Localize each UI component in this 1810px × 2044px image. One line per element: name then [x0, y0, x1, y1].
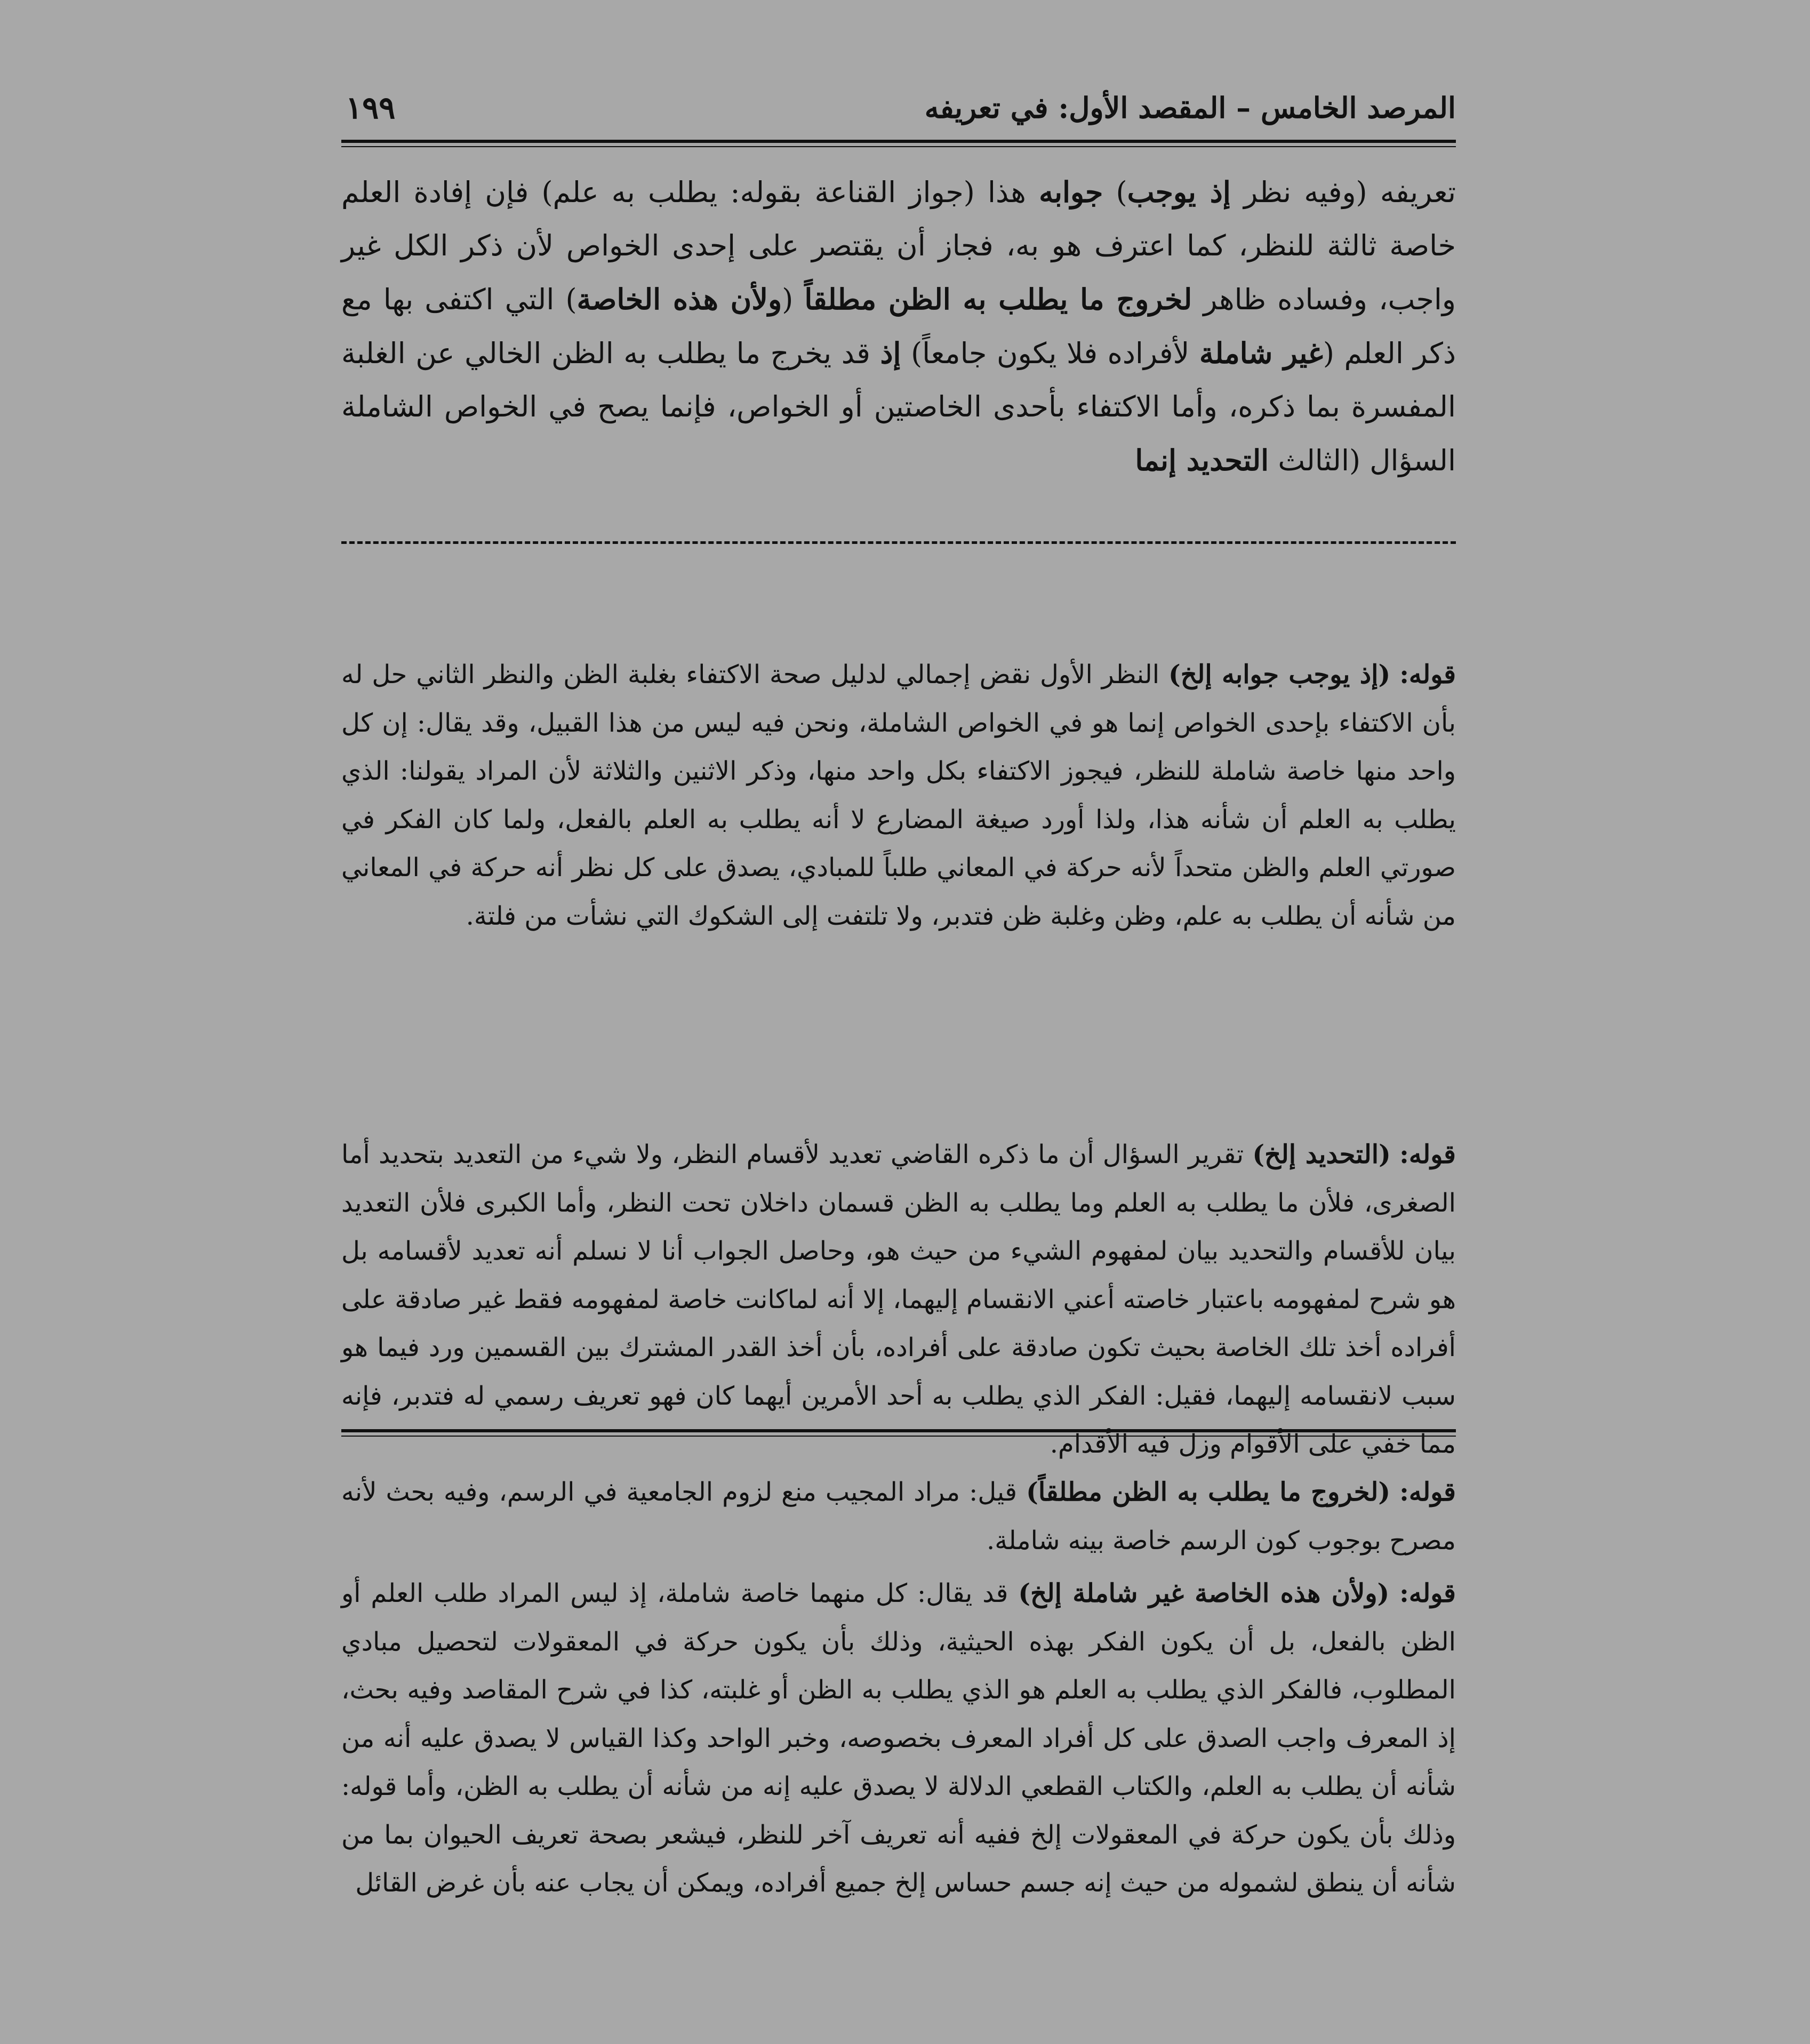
- matn-quote: لخروج ما يطلب به الظن مطلقاً: [804, 282, 1192, 316]
- matn-quote: غير شاملة: [1199, 336, 1323, 370]
- commentary-divider: [341, 1429, 1456, 1437]
- main-text-segment: ) التي اكتفى بها مع ذكر العلم (: [341, 283, 1456, 370]
- commentary-label: قوله:: [1399, 1578, 1456, 1608]
- commentary-entry: [341, 1569, 1456, 1907]
- main-text-segment: ): [1103, 175, 1127, 209]
- commentary-label: قوله:: [1399, 1477, 1456, 1507]
- commentary-body: تقرير السؤال أن ما ذكره القاضي تعديد لأقسام النظر، ولا شيء من التعديد بتحديد أما الصغرى، فلأن ما يطلب به العلم وما يطلب به الظن قسمان داخلان تحت النظر، وأما الكبرى فلأن التعديد بيان للأقسام والتحديد بيان لمفهوم الشيء من حيث هو، وحاصل الجواب أنا لا نسلم أنه تعديد لأقسامه بل هو شرح لمفهومه باعتبار خاصته أعني الانقسام إليهما، إلا أنه لماكانت خاصة لمفهومه فقط غير صادقة على أفراده أخذ تلك الخاصة بحيث تكون صادقة على أفراده، بأن أخذ القدر المشترك بين القسمين ورد فيما هو سبب لانقسامه إليهما، فقيل: الفكر الذي يطلب به أحد الأمرين أيهما كان فهو تعريف رسمي له فتدبر، فإنه مما خفي على الأقوام وزل فيه الأقدام.: [341, 1140, 1456, 1459]
- matn-quote: إذ: [880, 336, 901, 370]
- commentary-label: قوله:: [1399, 1140, 1456, 1169]
- main-text-segment: لأفراده فلا يكون جامعاً): [901, 336, 1199, 370]
- matn-quote: التحديد إنما: [1135, 443, 1269, 477]
- commentary-quote: (لخروج ما يطلب به الظن مطلقاً): [1026, 1477, 1391, 1507]
- commentary-entry: [341, 651, 1456, 940]
- commentary-paragraph: [341, 651, 1456, 940]
- running-head: المرصد الخامس – المقصد الأول: في تعريفه: [924, 91, 1456, 125]
- header-rule: [341, 140, 1456, 147]
- commentary-body: قيل: مراد المجيب منع لزوم الجامعية في الرسم، وفيه بحث لأنه مصرح بوجوب كون الرسم خاصة بينه شاملة.: [341, 1477, 1456, 1556]
- commentary-paragraph: [341, 1569, 1456, 1907]
- main-text: [341, 165, 1456, 487]
- commentary-quote: (إذ يوجب جوابه إلخ): [1168, 660, 1391, 690]
- commentary-quote: (التحديد إلخ): [1252, 1140, 1391, 1169]
- main-text-segment: تعريفه (وفيه نظر: [1230, 175, 1456, 209]
- commentary-entry: [341, 1131, 1456, 1469]
- main-text-segment: قد يخرج ما يطلب به الظن الخالي عن الغلبة المفسرة بما ذكره، وأما الاكتفاء بأحدى الخاصتين أو الخواص، فإنما يصح في الخواص الشاملة السؤال (الثالث: [341, 336, 1456, 477]
- matn-quote: إذ يوجب: [1127, 175, 1231, 209]
- dashed-separator: [341, 541, 1456, 544]
- commentary-paragraph: [341, 1131, 1456, 1469]
- page-header: [341, 85, 1456, 144]
- main-text-segment: هذا (جواز القناعة بقوله: يطلب به علم) فإن إفادة العلم خاصة ثالثة للنظر، كما اعترف هو به، فجاز أن يقتصر على إحدى الخواص لأن ذكر الكل غير واجب، وفساده ظاهر: [341, 175, 1456, 316]
- commentary-entry: [341, 1468, 1456, 1565]
- commentary-body: النظر الأول نقض إجمالي لدليل صحة الاكتفاء بغلبة الظن والنظر الثاني حل له بأن الاكتفاء بإحدى الخواص إنما هو في الخواص الشاملة، ونحن فيه ليس من هذا القبيل، وقد يقال: إن كل واحد منها خاصة شاملة للنظر، فيجوز الاكتفاء بكل واحد منها، وذكر الاثنين والثلاثة لأن المراد يقولنا: الذي يطلب به العلم أن شأنه هذا، ولذا أورد صيغة المضارع لا أنه يطلب به العلم بالفعل، ولما كان الفكر في صورتي العلم والظن متحداً لأنه حركة في المعاني طلباً للمبادي، يصدق على كل نظر أنه حركة في المعاني من شأنه أن يطلب به علم، وظن وغلبة ظن فتدبر، ولا تلتفت إلى الشكوك التي نشأت من فلتة.: [341, 660, 1456, 931]
- commentary-body: قد يقال: كل منهما خاصة شاملة، إذ ليس المراد طلب العلم أو الظن بالفعل، بل أن يكون الفكر بهذه الحيثية، وذلك بأن يكون حركة في المعقولات لتحصيل مبادي المطلوب، فالفكر الذي يطلب به العلم هو الذي يطلب به الظن أو غلبته، كذا في شرح المقاصد وفيه بحث، إذ المعرف واجب الصدق على كل أفراد المعرف بخصوصه، وخبر الواحد وكذا القياس لا يصدق عليه أنه من شأنه أن يطلب به العلم، والكتاب القطعي الدلالة لا يصدق عليه إنه من شأنه أن يطلب به الظن، وأما قوله: وذلك بأن يكون حركة في المعقولات إلخ ففيه أنه تعريف آخر للنظر، فيشعر بصحة تعريف الحيوان بما من شأنه أن ينطق لشموله من حيث إنه جسم حساس إلخ جميع أفراده، ويمكن أن يجاب عنه بأن غرض القائل: [341, 1578, 1456, 1898]
- book-page: [341, 85, 1456, 2016]
- main-paragraph: [341, 165, 1456, 487]
- commentary-paragraph: [341, 1468, 1456, 1565]
- main-text-segment: (: [782, 283, 805, 316]
- page-number: ١٩٩: [346, 90, 396, 126]
- commentary-label: قوله:: [1399, 660, 1456, 690]
- matn-quote: جوابه: [1039, 175, 1103, 209]
- commentary-quote: (ولأن هذه الخاصة غير شاملة إلخ): [1018, 1578, 1390, 1608]
- matn-quote: ولأن هذه الخاصة: [576, 282, 782, 316]
